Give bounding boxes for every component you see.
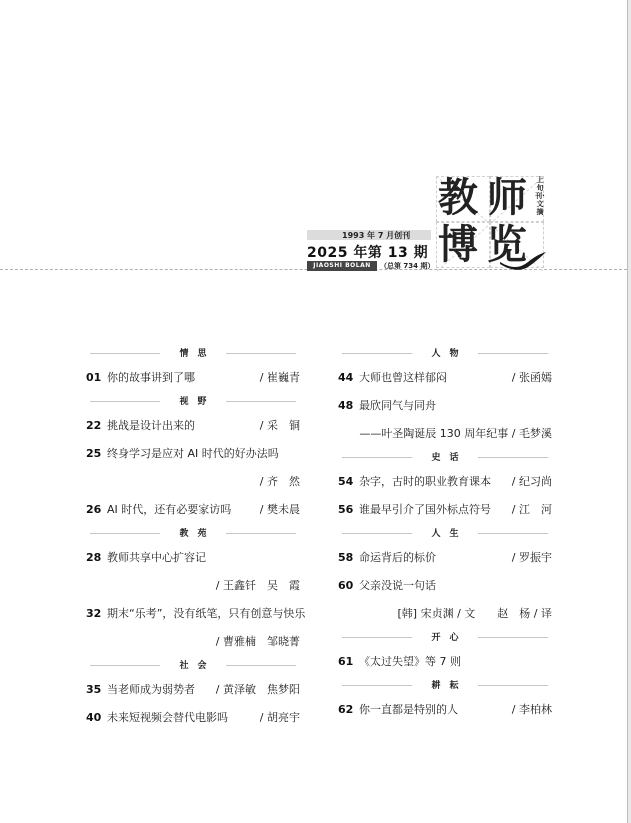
page-number: 40: [86, 711, 102, 724]
toc-entry[interactable]: [338, 544, 552, 572]
article-author: / 樊未晨: [259, 503, 300, 516]
section-title: 人生: [431, 529, 468, 539]
section-rule: [478, 637, 548, 638]
total-issue: （总第 734 期）: [380, 262, 435, 270]
toc-entry[interactable]: [86, 440, 300, 468]
page-number: 25: [86, 447, 102, 460]
title-char: 教: [438, 174, 478, 221]
article-author: / 齐 然: [259, 475, 300, 488]
article-title[interactable]: 你的故事讲到了哪: [107, 371, 195, 384]
section-rule: [478, 353, 548, 354]
page-number: 56: [338, 503, 354, 516]
article-author: / 张函嫣: [511, 371, 552, 384]
page-number: 48: [338, 399, 354, 412]
section-heading: [338, 628, 552, 648]
section-title: 史话: [431, 453, 468, 463]
toc-entry[interactable]: [86, 412, 300, 440]
toc-entry[interactable]: [338, 572, 552, 600]
page-number: 26: [86, 503, 102, 516]
section-heading: [338, 524, 552, 544]
toc-entry[interactable]: [86, 364, 300, 392]
article-author: / 黄泽敏 焦梦阳: [215, 683, 300, 696]
toc-entry[interactable]: [338, 468, 552, 496]
article-title[interactable]: 当老师成为弱势者: [107, 683, 195, 696]
article-title[interactable]: 最欣同气与同舟: [359, 399, 436, 412]
section-title: 教苑: [179, 529, 216, 539]
page-number: 32: [86, 607, 102, 620]
section-heading: [338, 676, 552, 696]
article-title[interactable]: AI 时代，还有必要家访吗: [107, 503, 232, 516]
toc-entry[interactable]: [86, 572, 300, 600]
section-title: 开心: [431, 633, 468, 643]
page-number: 22: [86, 419, 102, 432]
toc-left-column: [86, 344, 306, 732]
article-title[interactable]: 未来短视频会替代电影吗: [107, 711, 228, 724]
page-number: 01: [86, 371, 102, 384]
article-author: ——叶圣陶诞辰 130 周年纪事 / 毛梦溪: [359, 427, 552, 440]
article-author: / 崔巍青: [259, 371, 300, 384]
article-title[interactable]: 命运背后的标价: [359, 551, 436, 564]
article-title[interactable]: 你一直都是特别的人: [359, 703, 458, 716]
toc-entry[interactable]: [338, 696, 552, 724]
title-char: 览: [487, 221, 527, 268]
toc-right-column: [338, 344, 552, 724]
toc-entry[interactable]: [86, 496, 300, 524]
section-title: 社会: [179, 661, 216, 671]
article-title[interactable]: 期末“乐考”，没有纸笔，只有创意与快乐: [107, 607, 306, 620]
toc-entry[interactable]: [86, 628, 300, 656]
section-rule: [226, 665, 296, 666]
article-author: / 纪习尚: [511, 475, 552, 488]
section-rule: [478, 457, 548, 458]
toc-entry[interactable]: [86, 676, 300, 704]
page-number: 62: [338, 703, 354, 716]
toc-entry[interactable]: [338, 364, 552, 392]
article-title[interactable]: 终身学习是应对 AI 时代的好办法吗: [107, 447, 279, 460]
section-rule: [478, 685, 548, 686]
section-title: 视野: [179, 397, 216, 407]
article-title[interactable]: 挑战是设计出来的: [107, 419, 195, 432]
article-author: / 胡亮宇: [259, 711, 300, 724]
page-number: 35: [86, 683, 102, 696]
article-title[interactable]: 杂字，古时的职业教育课本: [359, 475, 491, 488]
toc-entry[interactable]: [86, 468, 300, 496]
page-number: 28: [86, 551, 102, 564]
page-number: 54: [338, 475, 354, 488]
section-rule: [478, 533, 548, 534]
page-number: 60: [338, 579, 354, 592]
article-author: / 罗振宇: [511, 551, 552, 564]
section-title: 情思: [179, 349, 216, 359]
toc-entry[interactable]: [338, 600, 552, 628]
toc-entry[interactable]: [86, 544, 300, 572]
pinyin-title: JIAOSHI BOLAN: [307, 261, 377, 271]
article-title[interactable]: 《太过失望》等 7 则: [359, 655, 461, 668]
article-author: [韩] 宋贞渊 / 文 赵 杨 / 译: [397, 607, 552, 620]
toc-entry[interactable]: [86, 704, 300, 732]
page-number: 61: [338, 655, 354, 668]
toc-entry[interactable]: [338, 392, 552, 420]
toc-entry[interactable]: [338, 496, 552, 524]
toc-entry[interactable]: [338, 648, 552, 676]
article-title[interactable]: 教师共享中心扩容记: [107, 551, 206, 564]
article-author: / 采 铜: [259, 419, 300, 432]
section-heading: [86, 524, 300, 544]
section-heading: [338, 344, 552, 364]
section-rule: [226, 353, 296, 354]
section-rule: [226, 533, 296, 534]
toc-entry[interactable]: [86, 600, 306, 628]
article-title[interactable]: 父亲没说一句话: [359, 579, 436, 592]
page-number: 58: [338, 551, 354, 564]
brush-stroke-decoration: [498, 248, 548, 272]
article-author: / 江 河: [511, 503, 552, 516]
article-author: / 李柏林: [511, 703, 552, 716]
section-heading: [86, 392, 300, 412]
page-number: 44: [338, 371, 354, 384]
section-heading: [86, 344, 300, 364]
section-title: 耕耘: [431, 681, 468, 691]
section-rule: [226, 401, 296, 402]
title-char: 师: [487, 174, 527, 221]
section-heading: [338, 448, 552, 468]
article-title[interactable]: 谁最早引介了国外标点符号: [359, 503, 491, 516]
toc-entry[interactable]: [338, 420, 552, 448]
edition-tag: 上旬刊·文摘: [535, 176, 545, 216]
article-author: / 王鑫钎 吴 霞: [215, 579, 300, 592]
article-author: / 曹雅楠 邹晓菁: [215, 635, 300, 648]
section-heading: [86, 656, 300, 676]
section-title: 人物: [431, 349, 468, 359]
issue-number: 2025 年第 13 期: [307, 245, 429, 261]
title-char: 博: [438, 221, 478, 268]
founded-date: 1993 年 7 月创刊: [342, 231, 411, 240]
article-title[interactable]: 大师也曾这样郁闷: [359, 371, 447, 384]
